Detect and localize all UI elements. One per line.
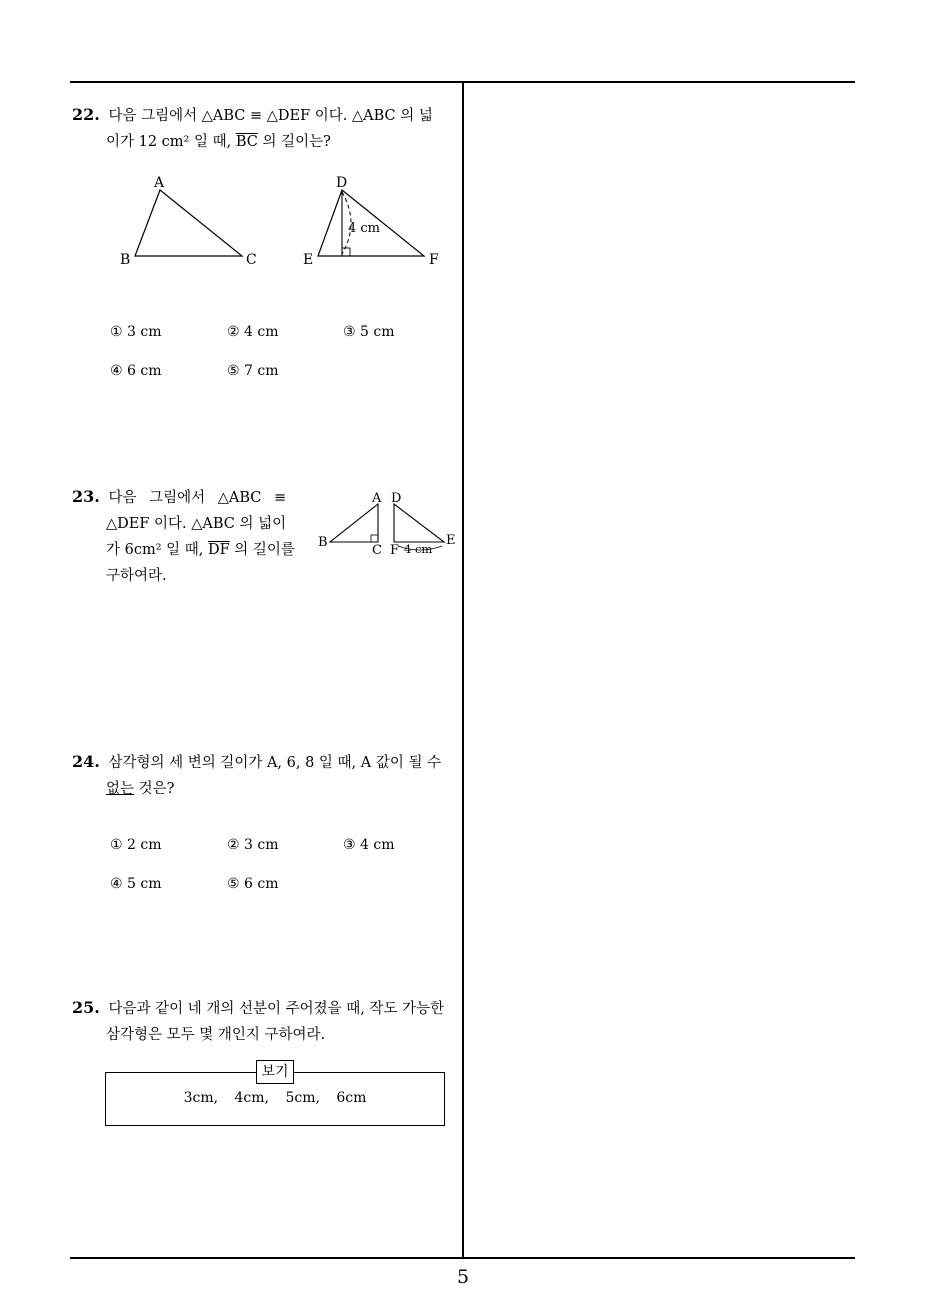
q25-line1 (72, 997, 444, 1018)
q24-number: 24. (72, 752, 100, 771)
q23-line3 (106, 538, 295, 559)
q23-text-line3-end: 의 길이를 (229, 542, 295, 558)
example-box-content: 3cm, 4cm, 5cm, 6cm (183, 1090, 367, 1106)
q22-line2 (106, 130, 331, 151)
q25-text-line1: 다음과 같이 네 개의 선분이 주어졌을 때, 작도 가능한 (108, 1001, 445, 1017)
q24-choice-5[interactable]: ⑤ 6 cm (227, 876, 279, 892)
q22-text-line2: 이가 12 cm² 일 때, (106, 134, 236, 150)
q23-line4: 구하여라. (106, 568, 167, 584)
label-e-small: E (446, 533, 456, 548)
label-d: D (336, 175, 348, 191)
q22-number: 22. (72, 105, 100, 124)
q23-line2: △DEF 이다. △ABC 의 넓이 (106, 516, 287, 532)
q24-choice-2[interactable]: ② 3 cm (227, 837, 279, 853)
q25-number: 25. (72, 998, 100, 1017)
right-angle-mark-c (371, 535, 378, 542)
q22-text-line2-end: 의 길이는? (257, 134, 331, 150)
q22-choice-3[interactable]: ③ 5 cm (343, 324, 395, 340)
label-f-small: F (390, 543, 400, 558)
page-number: 5 (456, 1266, 470, 1288)
q24-choice-4[interactable]: ④ 5 cm (110, 876, 162, 892)
q23-segment-df: $\overline{DF}$ (207, 542, 230, 558)
label-b: B (120, 252, 131, 268)
q24-choice-3[interactable]: ③ 4 cm (343, 837, 395, 853)
label-e: E (303, 252, 314, 268)
q22-choice-2[interactable]: ② 4 cm (227, 324, 279, 340)
label-c: C (246, 252, 257, 268)
q24-emphasis: 없는 (106, 781, 135, 797)
bottom-rule (70, 1257, 855, 1259)
q23-text-line3: 가 6cm² 일 때, (106, 542, 208, 558)
q22-choice-1[interactable]: ① 3 cm (110, 324, 162, 340)
q23-number: 23. (72, 487, 100, 506)
label-f: F (429, 252, 439, 268)
q22-choice-5[interactable]: ⑤ 7 cm (227, 363, 279, 379)
height-label: 4 cm (348, 221, 381, 236)
q23-figure (316, 486, 462, 562)
label-a-small: A (372, 491, 382, 506)
q24-text-line2: 것은? (134, 781, 175, 797)
q24-choice-1[interactable]: ① 2 cm (110, 837, 162, 853)
q25-line2: 삼각형은 모두 몇 개인지 구하여라. (106, 1027, 326, 1043)
q24-line2 (106, 777, 174, 798)
label-c-small: C (372, 543, 382, 558)
column-divider (462, 81, 464, 1259)
q24-line1 (72, 751, 441, 772)
label-a: A (154, 175, 165, 191)
right-angle-mark (342, 248, 350, 256)
triangle-abc (135, 190, 242, 256)
q22-figure (110, 168, 450, 278)
length-label: 4 cm (404, 542, 433, 556)
q22-text-line1: 다음 그림에서 △ABC ≡ △DEF 이다. △ABC 의 넓 (108, 108, 433, 124)
triangle-def-small (394, 504, 444, 542)
q22-choice-4[interactable]: ④ 6 cm (110, 363, 162, 379)
q22-segment-bc: $\overline{BC}$ (235, 134, 258, 150)
label-b-small: B (318, 535, 328, 550)
q24-text-line1: 삼각형의 세 변의 길이가 A, 6, 8 일 때, A 값이 될 수 (108, 755, 442, 771)
q22-line1 (72, 104, 433, 125)
label-d-small: D (391, 491, 402, 506)
example-box-title: 보기 (256, 1060, 294, 1084)
q23-line1 (72, 486, 286, 507)
q23-text-line1: 다음 그림에서 △ABC ≡ (108, 490, 287, 506)
